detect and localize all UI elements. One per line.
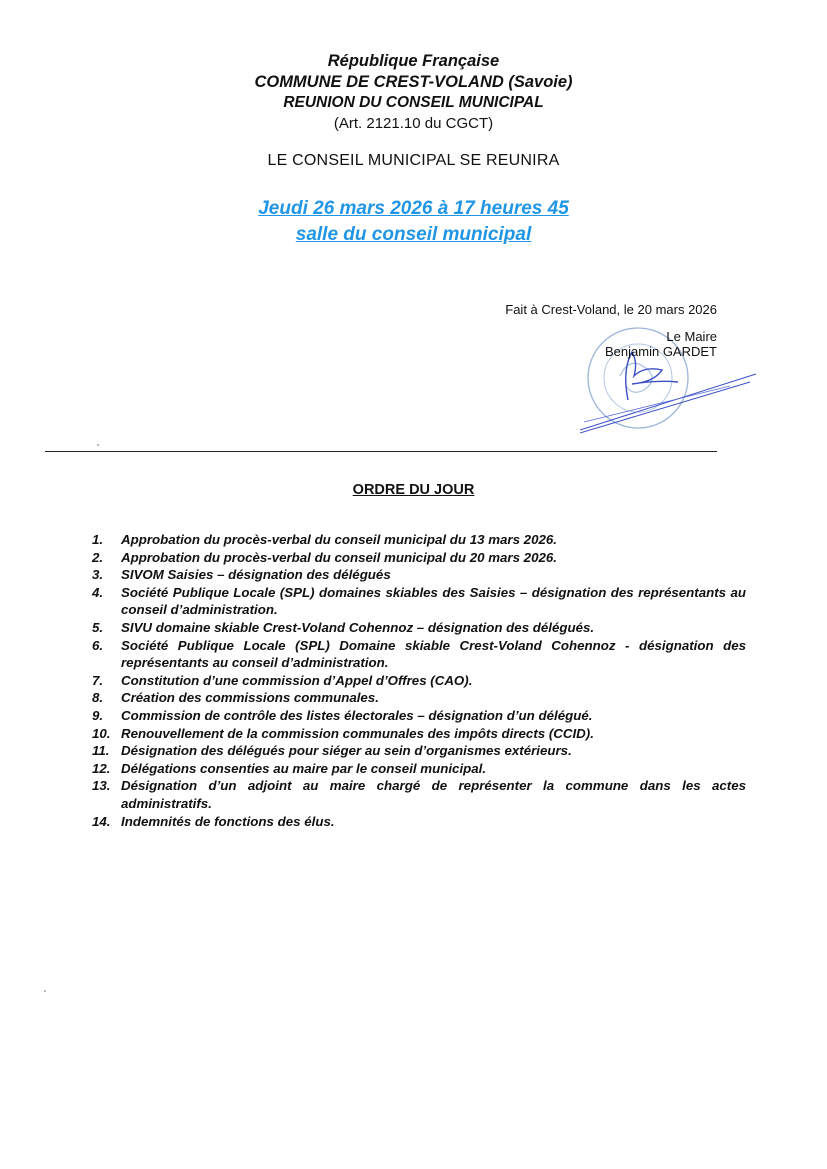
- republique-heading: République Française: [327, 52, 500, 70]
- list-item: [92, 566, 746, 584]
- place-date: Fait à Crest-Voland, le 20 mars 2026: [505, 302, 717, 317]
- reunion-heading: REUNION DU CONSEIL MUNICIPAL: [283, 94, 544, 111]
- item-text: Délégations consenties au maire par le conseil municipal.: [121, 760, 487, 776]
- item-number: 4.: [92, 584, 104, 600]
- signature-line-3: [584, 386, 730, 422]
- meeting-location: salle du conseil municipal: [295, 224, 532, 245]
- commune-heading: COMMUNE DE CREST-VOLAND (Savoie): [254, 73, 573, 91]
- agenda-list: [92, 531, 746, 830]
- separator-line: [45, 451, 717, 452]
- list-item: [92, 742, 746, 760]
- item-text: SIVU domaine skiable Crest-Voland Cohennoz – désignation des délégués.: [121, 619, 595, 635]
- scan-speck: [44, 990, 46, 992]
- list-item: [92, 531, 746, 549]
- scan-speck: [97, 444, 99, 446]
- list-item: [92, 689, 746, 707]
- list-item: [92, 672, 746, 690]
- mayor-block: [605, 329, 717, 359]
- signature-line-2: [580, 382, 750, 436]
- item-text: Indemnités de fonctions des élus.: [121, 813, 335, 829]
- item-text: Commission de contrôle des listes électorales – désignation d’un délégué.: [121, 707, 593, 723]
- item-text: Approbation du procès-verbal du conseil municipal du 13 mars 2026.: [121, 532, 557, 547]
- item-number: 14.: [92, 813, 111, 829]
- list-item: [92, 777, 746, 812]
- mayor-name: Benjamin GARDET: [605, 344, 717, 359]
- item-number: 1.: [92, 532, 104, 547]
- item-number: 2.: [92, 549, 104, 565]
- item-number: 6.: [92, 637, 104, 653]
- item-text: Société Publique Locale (SPL) Domaine skiable Crest-Voland Cohennoz - désignation des représentants au conseil d’administration.: [121, 637, 746, 671]
- list-item: [92, 619, 746, 637]
- list-item: [92, 813, 746, 831]
- item-text: Création des commissions communales.: [121, 690, 379, 706]
- item-number: 10.: [92, 725, 111, 741]
- item-number: 8.: [92, 690, 104, 706]
- item-number: 9.: [92, 707, 104, 723]
- article-reference: (Art. 2121.10 du CGCT): [333, 115, 494, 132]
- item-text: Désignation des délégués pour siéger au sein d’organismes extérieurs.: [121, 743, 572, 759]
- list-item: [92, 584, 746, 619]
- list-item: [92, 637, 746, 672]
- list-item: [92, 760, 746, 778]
- item-number: 5.: [92, 619, 104, 635]
- meeting-date-time: Jeudi 26 mars 2026 à 17 heures 45: [258, 198, 569, 219]
- signature-line-1: [580, 374, 756, 430]
- list-item: [92, 549, 746, 567]
- item-text: SIVOM Saisies – désignation des délégués: [121, 567, 391, 583]
- convocation-text: LE CONSEIL MUNICIPAL SE REUNIRA: [267, 152, 560, 169]
- item-number: 11.: [92, 743, 110, 759]
- list-item: [92, 707, 746, 725]
- item-text: Constitution d’une commission d’Appel d’Offres (CAO).: [121, 672, 473, 688]
- item-text: Approbation du procès-verbal du conseil municipal du 20 mars 2026.: [121, 549, 557, 565]
- item-number: 13.: [92, 778, 111, 794]
- item-text: Désignation d’un adjoint au maire chargé de représenter la commune dans les actes administratifs.: [121, 778, 746, 811]
- item-number: 3.: [92, 567, 104, 583]
- item-text: Renouvellement de la commission communales des impôts directs (CCID).: [121, 725, 594, 741]
- mayor-title: Le Maire: [666, 329, 717, 344]
- item-number: 7.: [92, 672, 104, 688]
- agenda-title: ORDRE DU JOUR: [352, 482, 475, 498]
- item-number: 12.: [92, 760, 111, 776]
- item-text: Société Publique Locale (SPL) domaines skiables des Saisies – désignation des représentants au conseil d’administration.: [121, 584, 746, 618]
- list-item: [92, 725, 746, 743]
